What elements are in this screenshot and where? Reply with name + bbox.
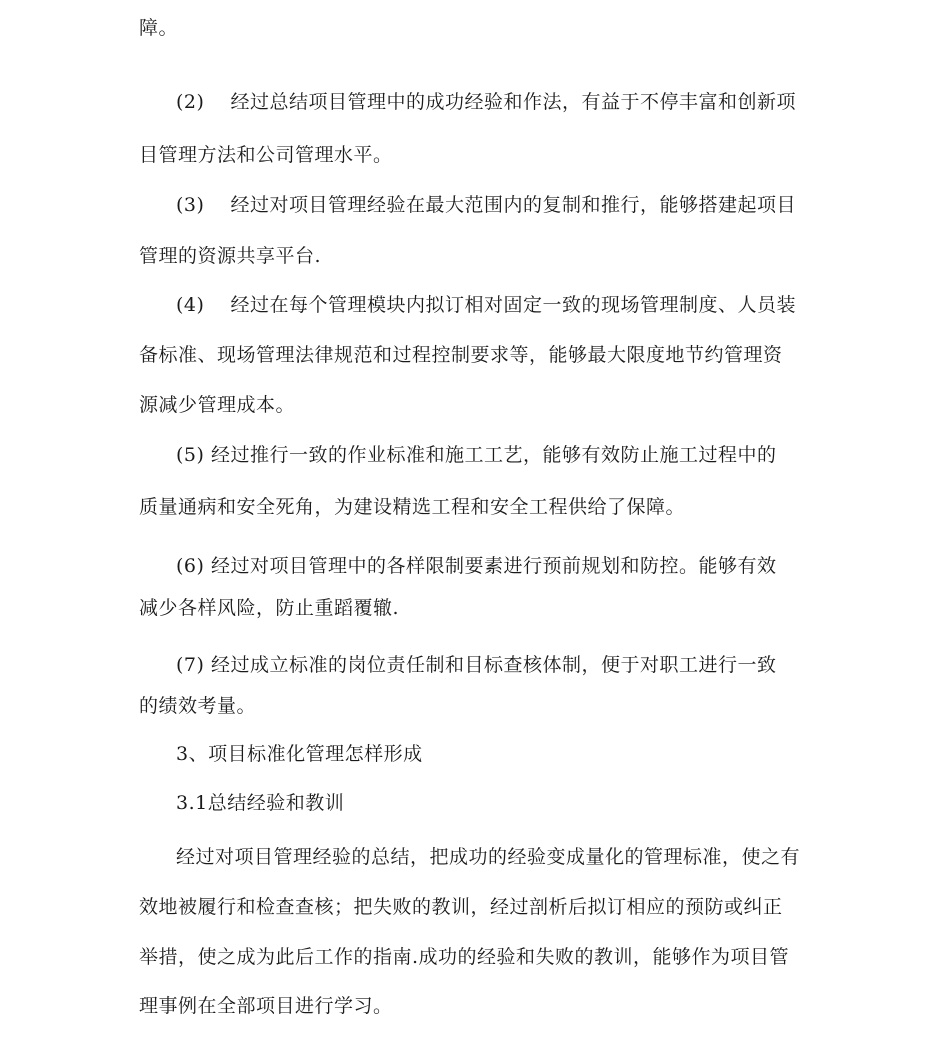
list-item-6-line-1: (6) 经过对项目管理中的各样限制要素进行预前规划和防控。能够有效 [176,555,777,577]
list-item-3-line-2: 管理的资源共享平台. [139,245,322,267]
list-item-3-line-1: (3) 经过对项目管理经验在最大范围内的复制和推行，能够搭建起项目 [176,194,796,216]
list-item-7-line-2: 的绩效考量。 [139,695,257,717]
list-item-2-line-2: 目管理方法和公司管理水平。 [139,144,393,166]
subsection-heading: 3.1总结经验和教训 [176,792,345,814]
paragraph-line-3: 举措，使之成为此后工作的指南.成功的经验和失败的教训，能够作为项目管 [139,946,790,968]
paragraph-line-2: 效地被履行和检查查核；把失败的教训，经过剖析后拟订相应的预防或纠正 [139,896,783,918]
list-item-2-line-1: (2) 经过总结项目管理中的成功经验和作法，有益于不停丰富和创新项 [176,91,796,113]
list-item-4-line-1: (4) 经过在每个管理模块内拟订相对固定一致的现场管理制度、人员装 [176,294,796,316]
list-item-5-line-1: (5) 经过推行一致的作业标准和施工工艺，能够有效防止施工过程中的 [176,444,777,466]
list-item-6-line-2: 减少各样风险，防止重蹈覆辙. [139,597,400,619]
paragraph-line-1: 经过对项目管理经验的总结，把成功的经验变成量化的管理标准，使之有 [176,846,801,868]
text-line: 障。 [139,17,179,39]
list-item-5-line-2: 质量通病和安全死角，为建设精选工程和安全工程供给了保障。 [139,496,686,518]
list-item-4-line-3: 源减少管理成本。 [139,394,296,416]
list-item-7-line-1: (7) 经过成立标准的岗位责任制和目标查核体制，便于对职工进行一致 [176,654,777,676]
section-heading: 3、项目标准化管理怎样形成 [176,743,423,765]
paragraph-line-4: 理事例在全部项目进行学习。 [139,995,393,1017]
list-item-4-line-2: 备标准、现场管理法律规范和过程控制要求等，能够最大限度地节约管理资 [139,344,783,366]
